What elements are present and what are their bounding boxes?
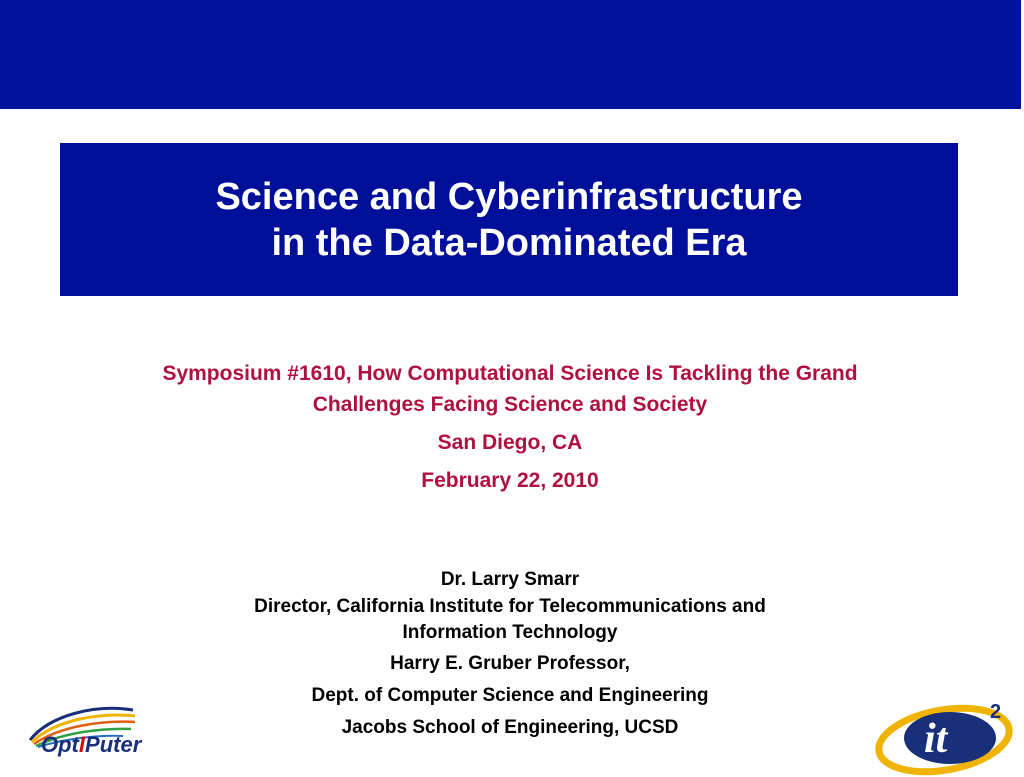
author-name: Dr. Larry Smarr	[440, 569, 580, 590]
logo-text-p: P	[85, 732, 100, 757]
author-role-line-2: Information Technology	[402, 622, 618, 643]
calit2-logo	[872, 694, 1022, 777]
slide-title-line-2: in the Data-Dominated Era	[271, 221, 747, 264]
logo-text-uter: uter	[99, 732, 142, 757]
svg-text:OptIPuter	[41, 732, 143, 757]
top-banner	[0, 0, 1021, 109]
author-role-line-1: Director, California Institute for Telecommunications and	[254, 596, 766, 617]
slide-title-line-1: Science and Cyberinfrastructure	[215, 175, 803, 218]
title-box	[60, 143, 958, 296]
logo-text-opt: Opt	[41, 732, 79, 757]
logo-superscript-2: 2	[990, 701, 1002, 723]
author-school: Jacobs School of Engineering, UCSD	[341, 717, 679, 738]
logo-text-i: I	[78, 732, 86, 757]
symposium-info	[40, 358, 980, 496]
symposium-title-line-1: Symposium #1610, How Computational Science Is Tackling the Grand	[162, 362, 858, 385]
author-info	[140, 566, 880, 742]
author-department: Dept. of Computer Science and Engineering	[311, 685, 709, 706]
symposium-title-line-2: Challenges Facing Science and Society	[312, 393, 708, 416]
optiputer-logo	[5, 700, 175, 777]
event-location: San Diego, CA	[437, 431, 583, 454]
author-professorship: Harry E. Gruber Professor,	[390, 653, 630, 674]
logo-it-text: it	[924, 716, 948, 762]
event-date: February 22, 2010	[421, 469, 599, 492]
